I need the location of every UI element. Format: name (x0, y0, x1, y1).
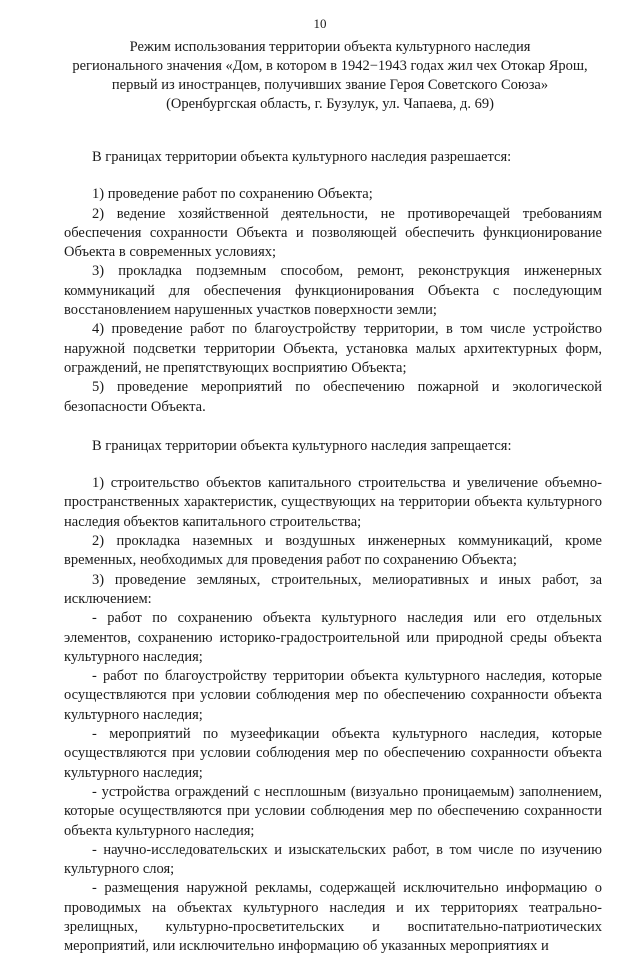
allowed-item-1: 1) проведение работ по сохранению Объекта; (92, 186, 373, 203)
page-number: 10 (313, 16, 327, 31)
exception-item-4: - устройства ограждений с несплошным (визуально проницаемым) заполнением, которые осуществляются при условии соблюдения мер по обеспечению сохранности объекта культурного наследия; (64, 783, 602, 839)
exception-item-5: - научно-исследовательских и изыскательских работ, в том числе по изучению культурного слоя; (64, 841, 602, 878)
title-line-4: (Оренбургская область, г. Бузулук, ул. Чапаева, д. 69) (166, 96, 494, 112)
exception-item-2: - работ по благоустройству территории объекта культурного наследия, которые осуществляются при условии соблюдения мер по обеспечению сохранности объекта культурного наследия; (64, 668, 602, 723)
exception-item-6: - размещения наружной рекламы, содержащей исключительно информацию о проводимых на объектах культурного наследия и их территориях театрально-зрелищных, культурно-просветительских и воспитательно-патриотических мероприятий, или исключительно информацию об указанных мероприятиях и (64, 880, 602, 955)
allowed-item-5: 5) проведение мероприятий по обеспечению пожарной и экологической безопасности Объекта. (64, 379, 602, 415)
allowed-item-2: 2) ведение хозяйственной деятельности, не противоречащей требованиям обеспечения сохранности Объекта и позволяющей обеспечить функционирование Объекта в современных условиях; (64, 205, 602, 261)
title-line-3: первый из иностранцев, получивших звание Героя Советского Союза» (111, 77, 549, 93)
document-body (64, 148, 602, 957)
exception-item-1: - работ по сохранению объекта культурного наследия или его отдельных элементов, сохранению историко-градостроительной или природной среды объекта культурного наследия; (64, 610, 602, 665)
allowed-item-3: 3) прокладка подземным способом, ремонт, реконструкция инженерных коммуникаций для обеспечения функционирования Объекта с последующим восстановлением нарушенных участков поверхности земли; (64, 263, 602, 319)
prohibited-heading: В границах территории объекта культурного наследия запрещается: (92, 437, 512, 454)
prohibited-item-3: 3) проведение земляных, строительных, мелиоративных и иных работ, за исключением: (64, 571, 602, 607)
allowed-item-4: 4) проведение работ по благоустройству территории, в том числе устройство наружной подсветки территории Объекта, установка малых архитектурных форм, ограждений, не препятствующих восприятию Объекта; (64, 321, 602, 376)
title-line-2: регионального значения «Дом, в котором в 1942−1943 годах жил чех Отокар Ярош, (72, 58, 588, 74)
exception-item-3: - мероприятий по музеефикации объекта культурного наследия, которые осуществляются при условии соблюдения мер по обеспечению сохранности объекта культурного наследия; (64, 726, 602, 781)
prohibited-item-2: 2) прокладка наземных и воздушных инженерных коммуникаций, кроме временных, необходимых для проведения работ по сохранению Объекта; (64, 533, 602, 569)
allowed-heading: В границах территории объекта культурного наследия разрешается: (92, 149, 512, 165)
title-line-1: Режим использования территории объекта культурного наследия (129, 39, 531, 55)
document-title (60, 38, 600, 114)
prohibited-item-1: 1) строительство объектов капитального строительства и увеличение объемно-пространственных характеристик, существующих на территории объекта культурного наследия объектов капитального строительства; (64, 475, 602, 530)
